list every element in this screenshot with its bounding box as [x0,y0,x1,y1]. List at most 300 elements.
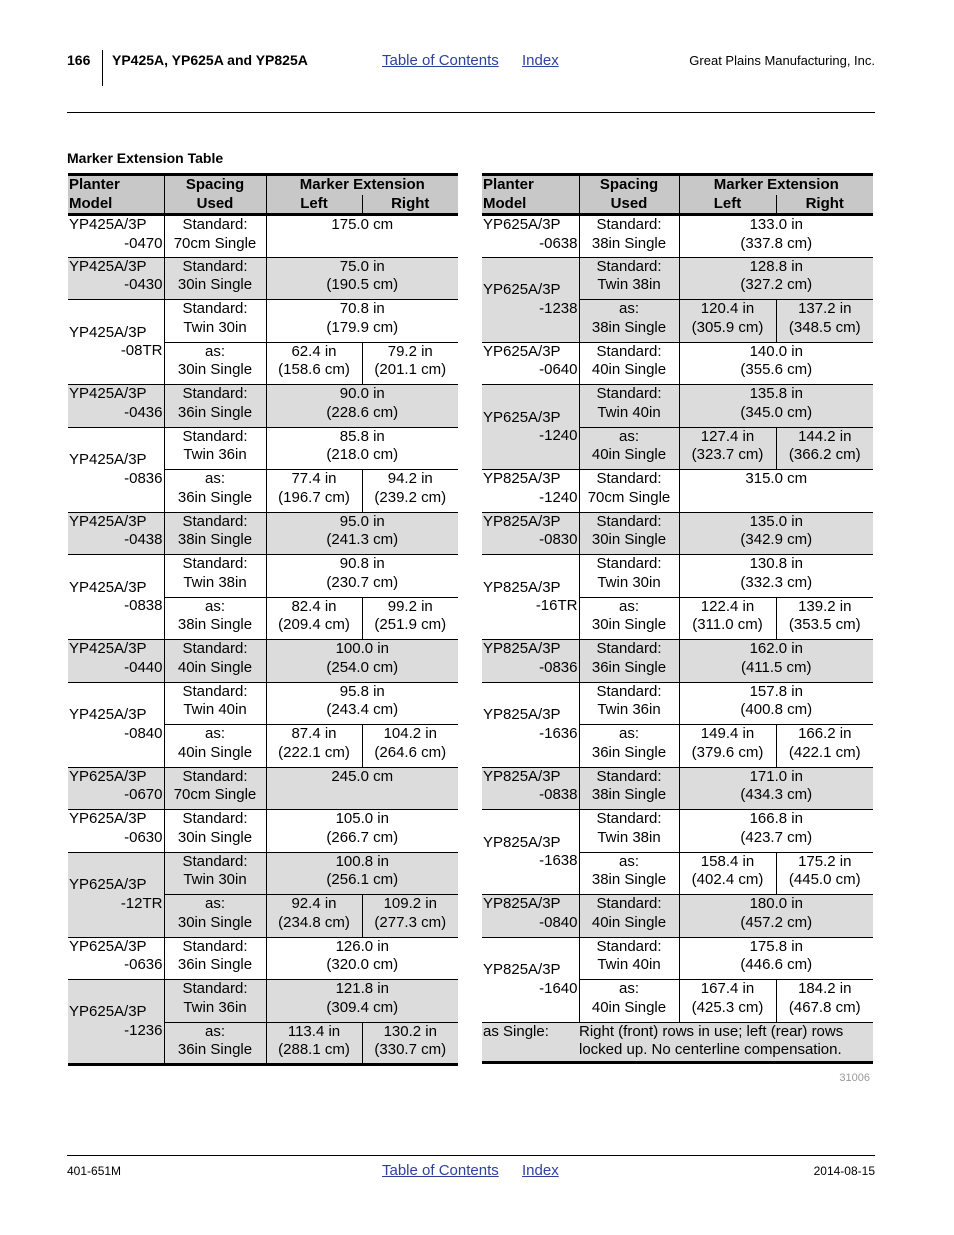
spacing-cell [579,257,679,300]
extension-value-metric: (243.4 cm) [326,701,399,718]
marker-extension-value [679,767,873,810]
extension-value: 95.0 in [339,512,385,530]
extension-value: 162.0 in [749,640,803,657]
left-extension-metric: (222.1 cm) [278,743,350,761]
table-row [68,937,458,980]
table-row [68,300,458,343]
left-extension-value: 120.4 in [700,300,755,317]
planter-model: YP625A/3P [69,876,147,893]
table-row [68,767,458,810]
col-header-model: Model [482,195,579,215]
col-header-left: Left [266,195,362,215]
right-extension-metric: (348.5 cm) [788,318,861,336]
extension-value: 85.8 in [339,427,385,445]
table-row [68,512,458,555]
spacing-cell [164,257,266,300]
extension-value: 121.8 in [335,980,389,997]
spacing-cell [579,512,679,555]
figure-number: 31006 [839,1072,870,1084]
spacing-cell [579,937,679,980]
left-extension-metric: (402.4 cm) [691,871,764,888]
spacing-label: as: [618,300,639,317]
left-extension-value: 62.4 in [291,342,337,360]
planter-model: YP825A/3P [483,895,561,912]
table-row [482,895,873,938]
extension-value: 135.8 in [749,385,803,402]
planter-model-suffix: -1638 [539,852,578,869]
extension-value-metric: (327.2 cm) [740,276,813,293]
marker-extension-right [362,725,458,768]
planter-model-cell [68,980,164,1065]
spacing-cell [164,937,266,980]
spacing-label: as: [618,980,639,997]
planter-model-cell [482,640,579,683]
marker-extension-value [266,937,458,980]
spacing-description: Twin 38in [597,276,661,293]
extension-value-metric: (179.9 cm) [326,318,399,336]
extension-value-metric: (457.2 cm) [740,913,813,931]
extension-value-metric: (309.4 cm) [326,998,399,1016]
col-header-planter: Planter [68,175,164,195]
spacing-cell [164,470,266,513]
spacing-label: Standard: [182,937,248,955]
spacing-label: Standard: [182,682,248,700]
marker-extension-value [266,215,458,258]
spacing-label: Standard: [596,767,662,785]
spacing-cell [164,342,266,385]
spacing-description: 40in Single [177,658,253,676]
right-extension-value: 99.2 in [387,597,433,615]
planter-model-suffix: -0436 [124,403,163,421]
marker-extension-value [266,640,458,683]
footer-toc-link[interactable]: Table of Contents [382,1162,499,1179]
table-row [482,937,873,980]
planter-model-cell [68,937,164,980]
planter-model-cell [68,300,164,385]
planter-model: YP625A/3P [69,937,147,955]
spacing-cell [164,640,266,683]
marker-extension-right [776,725,873,768]
table-row [68,810,458,853]
spacing-label: as: [618,427,639,445]
table-row [482,810,873,853]
extension-value-metric: (228.6 cm) [326,403,399,421]
extension-value-metric: (355.6 cm) [740,361,813,378]
spacing-description: 40in Single [177,743,253,761]
spacing-description: 30in Single [591,531,667,548]
extension-value-metric: (256.1 cm) [326,871,399,888]
spacing-label: as: [204,470,225,487]
planter-model: YP625A/3P [69,1003,147,1020]
left-extension-value: 127.4 in [700,427,755,445]
extension-value: 245.0 cm [331,767,394,785]
header-toc-link[interactable]: Table of Contents [382,52,499,69]
table-row [68,257,458,300]
marker-extension-right [776,427,873,470]
marker-extension-table-right [482,173,873,1064]
extension-value: 100.0 in [335,640,389,657]
spacing-cell [579,470,679,513]
planter-model-suffix: -0840 [124,724,163,742]
marker-extension-value [679,937,873,980]
marker-extension-left [679,300,776,343]
marker-extension-right [362,597,458,640]
col-header-planter: Planter [482,175,579,195]
table-row [482,385,873,428]
spacing-cell [164,980,266,1023]
right-extension-metric: (467.8 cm) [788,998,861,1016]
spacing-cell [164,597,266,640]
spacing-cell [579,300,679,343]
spacing-label: Standard: [182,810,248,827]
planter-model-suffix: -0440 [124,658,163,676]
planter-model-suffix: -0840 [539,913,578,931]
extension-value-metric: (434.3 cm) [740,786,813,803]
right-extension-value: 79.2 in [387,342,433,360]
planter-model-cell [68,215,164,258]
note-text-line-2: locked up. No centerline compensation. [579,1041,842,1058]
spacing-description: Twin 30in [597,573,661,591]
spacing-label: Standard: [596,937,662,955]
spacing-cell [164,682,266,725]
planter-model: YP625A/3P [483,281,561,298]
planter-model: YP625A/3P [483,342,561,360]
publication-date: 2014-08-15 [813,1164,875,1178]
spacing-label: as: [204,1022,225,1040]
marker-extension-value [266,682,458,725]
table-row [68,385,458,428]
marker-extension-value [266,980,458,1023]
left-extension-metric: (234.8 cm) [278,913,350,931]
planter-model-suffix: -16TR [535,597,578,614]
note-text [579,1022,873,1062]
marker-extension-value [266,852,458,895]
planter-model-suffix: -1240 [539,488,578,506]
left-extension-value: 92.4 in [291,895,337,912]
spacing-description: 38in Single [177,616,253,633]
page-number: 166 [67,52,91,68]
extension-value-metric: (254.0 cm) [326,658,399,676]
marker-extension-value [679,682,873,725]
left-extension-metric: (379.6 cm) [691,743,764,761]
planter-model-suffix: -0838 [124,597,163,614]
spacing-label: Standard: [182,300,248,317]
marker-extension-left [679,725,776,768]
spacing-label: as: [204,597,225,615]
right-extension-metric: (353.5 cm) [788,616,861,633]
marker-extension-value [266,257,458,300]
right-extension-value: 184.2 in [798,980,852,997]
spacing-cell [579,682,679,725]
table-row [482,215,873,258]
col-header-left: Left [679,195,776,215]
extension-value-metric: (342.9 cm) [740,531,813,548]
spacing-label: Standard: [182,216,248,233]
spacing-description: Twin 40in [597,403,661,421]
spacing-description: 36in Single [591,743,667,761]
marker-extension-left [266,342,362,385]
spacing-label: Standard: [596,385,662,402]
left-extension-metric: (209.4 cm) [278,616,350,633]
spacing-description: 36in Single [177,956,253,973]
spacing-label: Standard: [182,640,248,657]
extension-value-metric: (190.5 cm) [326,276,399,293]
col-header-used: Used [164,195,266,215]
left-extension-value: 167.4 in [700,980,755,997]
right-extension-metric: (330.7 cm) [374,1041,447,1058]
planter-model-suffix: -1640 [539,979,578,997]
planter-model-suffix: -0638 [539,234,578,252]
planter-model-suffix: -1238 [539,299,578,317]
marker-extension-right [776,597,873,640]
left-extension-value: 87.4 in [291,725,337,742]
marker-extension-value [266,427,458,470]
footer-index-link[interactable]: Index [522,1162,559,1179]
marker-extension-value [266,512,458,555]
left-extension-value: 149.4 in [700,725,755,742]
spacing-description: Twin 38in [597,828,661,846]
table-row [68,682,458,725]
planter-model: YP425A/3P [69,578,147,596]
spacing-label: as: [618,725,639,742]
planter-model: YP425A/3P [69,385,147,402]
col-header-spacing: Spacing [579,175,679,195]
table-row [68,980,458,1023]
section-title: Marker Extension Table [67,150,224,166]
extension-value: 157.8 in [749,682,803,700]
extension-value-metric: (218.0 cm) [326,446,399,463]
left-extension-value: 82.4 in [291,597,337,615]
spacing-cell [579,215,679,258]
table-row [68,215,458,258]
header-index-link[interactable]: Index [522,52,559,69]
col-header-used: Used [579,195,679,215]
planter-model-cell [482,810,579,895]
planter-model-suffix: -0836 [124,469,163,487]
table-row [482,682,873,725]
spacing-label: Standard: [596,810,662,827]
extension-value: 135.0 in [749,512,803,530]
spacing-description: 30in Single [177,276,253,293]
header-divider [102,50,103,86]
extension-value: 126.0 in [335,937,389,955]
planter-model: YP625A/3P [483,408,561,426]
spacing-description: 70cm Single [173,234,257,252]
table-row [482,257,873,300]
extension-value: 130.8 in [749,555,803,572]
marker-extension-right [362,895,458,938]
spacing-description: 40in Single [591,998,667,1016]
marker-extension-value [679,555,873,598]
planter-model: YP825A/3P [483,470,561,487]
spacing-cell [164,512,266,555]
planter-model: YP625A/3P [69,767,147,785]
spacing-cell [164,767,266,810]
col-header-model: Model [68,195,164,215]
planter-model-suffix: -1636 [539,724,578,742]
extension-value: 166.8 in [749,810,803,827]
planter-model-cell [68,427,164,512]
planter-model-cell [68,682,164,767]
extension-value: 100.8 in [335,852,389,870]
planter-model-cell [482,215,579,258]
marker-extension-value [266,385,458,428]
right-extension-value: 144.2 in [798,427,852,445]
table-row [68,555,458,598]
right-extension-metric: (422.1 cm) [788,743,861,761]
planter-model: YP425A/3P [69,451,147,468]
planter-model-suffix: -0470 [124,234,163,252]
planter-model-cell [482,555,579,640]
left-extension-value: 113.4 in [287,1022,341,1040]
spacing-label: Standard: [182,385,248,402]
spacing-cell [164,725,266,768]
planter-model: YP825A/3P [483,961,561,978]
spacing-cell [579,980,679,1023]
table-row [482,470,873,513]
spacing-label: Standard: [596,257,662,275]
marker-extension-left [679,427,776,470]
marker-extension-left [266,470,362,513]
planter-model: YP425A/3P [69,640,147,657]
planter-model-cell [68,810,164,853]
planter-model: YP825A/3P [483,833,561,851]
spacing-label: as: [618,597,639,615]
marker-extension-value [266,300,458,343]
marker-extension-right [362,1022,458,1065]
right-extension-value: 139.2 in [798,597,852,615]
spacing-description: Twin 38in [183,573,247,591]
extension-value: 90.0 in [339,385,385,402]
planter-model: YP825A/3P [483,578,561,596]
marker-extension-right [362,470,458,513]
col-header-marker-extension: Marker Extension [266,175,458,195]
planter-model-suffix: -0636 [124,956,163,973]
planter-model-suffix: -0640 [539,361,578,378]
table-row [482,342,873,385]
spacing-description: Twin 36in [183,998,247,1016]
spacing-description: 36in Single [591,658,667,676]
extension-value-metric: (241.3 cm) [326,531,399,548]
left-extension-metric: (311.0 cm) [692,616,763,633]
spacing-description: Twin 40in [183,701,247,718]
planter-model: YP825A/3P [483,640,561,657]
marker-extension-left [679,597,776,640]
planter-model-cell [482,682,579,767]
planter-model-cell [68,767,164,810]
marker-extension-left [679,980,776,1023]
spacing-description: Twin 40in [597,956,661,973]
table-row [482,555,873,598]
spacing-label: Standard: [596,470,662,487]
spacing-label: Standard: [182,555,248,572]
marker-extension-value [679,470,873,513]
spacing-description: 40in Single [591,446,667,463]
spacing-cell [579,555,679,598]
planter-model-cell [482,342,579,385]
spacing-cell [579,852,679,895]
spacing-description: 38in Single [591,318,667,336]
spacing-label: as: [204,895,225,912]
table-row [482,512,873,555]
planter-model: YP825A/3P [483,706,561,723]
table-note-row [482,1022,873,1062]
spacing-label: Standard: [182,852,248,870]
col-header-right: Right [776,195,873,215]
extension-value-metric: (332.3 cm) [740,573,813,591]
extension-value: 175.8 in [749,937,803,955]
marker-extension-right [776,852,873,895]
right-extension-value: 94.2 in [387,470,433,487]
spacing-label: Standard: [596,555,662,572]
spacing-cell [579,810,679,853]
left-extension-value: 77.4 in [291,470,337,487]
planter-model-cell [482,470,579,513]
table-row [482,640,873,683]
marker-extension-right [776,300,873,343]
left-extension-value: 158.4 in [700,852,755,870]
right-extension-value: 166.2 in [798,725,852,742]
spacing-cell [164,555,266,598]
spacing-label: Standard: [182,980,248,997]
spacing-description: Twin 36in [597,701,661,718]
spacing-cell [579,725,679,768]
marker-extension-right [362,342,458,385]
extension-value: 140.0 in [749,342,803,360]
planter-model-cell [68,852,164,937]
extension-value-metric: (230.7 cm) [326,573,399,591]
spacing-cell [579,767,679,810]
right-extension-metric: (251.9 cm) [374,616,447,633]
spacing-description: 36in Single [177,403,253,421]
left-extension-value: 122.4 in [700,597,755,615]
planter-model-suffix: -0430 [124,276,163,293]
extension-value: 105.0 in [335,810,389,827]
spacing-cell [164,1022,266,1065]
planter-model-cell [482,512,579,555]
spacing-cell [164,300,266,343]
right-extension-metric: (264.6 cm) [374,743,447,761]
spacing-cell [579,342,679,385]
spacing-cell [164,427,266,470]
spacing-cell [579,385,679,428]
planter-model-suffix: -1236 [124,1021,163,1039]
left-extension-metric: (305.9 cm) [691,318,764,336]
planter-model-cell [68,512,164,555]
spacing-description: 36in Single [177,488,253,506]
spacing-cell [164,852,266,895]
extension-value: 90.8 in [339,555,385,572]
extension-value-metric: (345.0 cm) [740,403,813,421]
right-extension-value: 175.2 in [798,852,852,870]
marker-extension-table-left [68,173,458,1066]
right-extension-value: 130.2 in [383,1022,437,1040]
planter-model: YP425A/3P [69,216,147,233]
extension-value-metric: (266.7 cm) [326,828,399,846]
extension-value-metric: (411.5 cm) [740,658,812,676]
document-number: 401-651M [67,1164,122,1178]
planter-model-cell [482,767,579,810]
planter-model-suffix: -1240 [539,427,578,444]
extension-value-metric: (446.6 cm) [740,956,813,973]
footer-rule [67,1155,875,1156]
spacing-label: as: [204,725,225,742]
marker-extension-value [266,810,458,853]
planter-model-suffix: -0830 [539,531,578,548]
document-title: YP425A, YP625A and YP825A [112,52,308,68]
planter-model: YP825A/3P [483,512,561,530]
marker-extension-value [679,215,873,258]
